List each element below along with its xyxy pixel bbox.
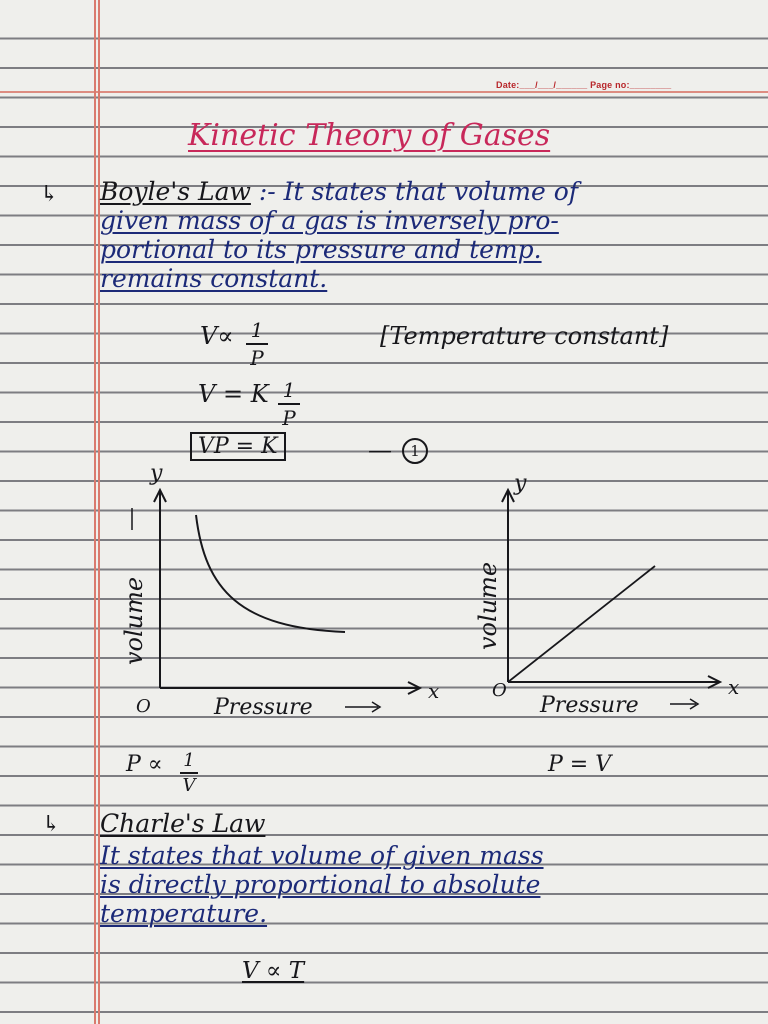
v-equals-k: V = K (198, 380, 269, 408)
charles-line-1: It states that volume of given mass (100, 841, 544, 870)
left-xlabel: Pressure (214, 695, 313, 720)
right-y-letter: y (514, 471, 527, 496)
charles-line-2: is directly proportional to absolute (100, 870, 541, 899)
proportional-line (508, 566, 655, 682)
frac2-num: 1 (282, 378, 296, 402)
left-x-letter: x (428, 679, 440, 703)
charles-heading: Charle's Law (100, 809, 266, 838)
bullet-arrow-icon: ↳ (40, 182, 59, 207)
boyles-text-1: :- It states that volume of (258, 177, 579, 206)
page-number-label: Page no:________ (590, 80, 672, 90)
left-origin: O (136, 696, 151, 717)
right-x-letter: x (728, 675, 740, 699)
v-prop-label: V∝ (200, 322, 234, 350)
page-title: Kinetic Theory of Gases (188, 118, 551, 153)
left-ylabel: volume (120, 576, 148, 665)
boyles-line-3: portional to its pressure and temp. (100, 235, 542, 264)
frac-den: P (250, 346, 264, 370)
boyle-hyperbola-curve (196, 515, 345, 632)
bullet-arrow-icon-2: ↳ (42, 812, 61, 837)
relation-left-prefix: P ∝ (126, 752, 163, 777)
relation-left-num: 1 (183, 750, 195, 771)
boxed-equation: VP = K (190, 432, 286, 461)
relation-left-den: V (182, 775, 196, 796)
boyles-line-4: remains constant. (100, 264, 328, 293)
graph-left (132, 490, 420, 694)
boyles-line-2: given mass of a gas is inversely pro- (100, 206, 559, 235)
charles-line-3: temperature. (100, 899, 268, 928)
date-label: Date:___/___/______ (496, 80, 588, 90)
relation-right: P = V (548, 752, 612, 777)
graph-right (502, 490, 720, 688)
charles-formula: V ∝ T (242, 958, 305, 984)
right-ylabel: volume (474, 561, 502, 650)
frac-num: 1 (250, 318, 264, 342)
equation-number: 1 (402, 438, 428, 464)
frac2-den: P (282, 406, 296, 430)
equation-dash: — (368, 436, 392, 464)
right-xlabel: Pressure (540, 693, 639, 718)
relation-left-fraction (180, 750, 198, 796)
right-origin: O (492, 680, 507, 701)
boyles-heading: Boyle's Law (100, 177, 251, 206)
left-y-letter: y (150, 461, 163, 486)
temperature-constant-note: [Temperature constant] (380, 322, 669, 350)
